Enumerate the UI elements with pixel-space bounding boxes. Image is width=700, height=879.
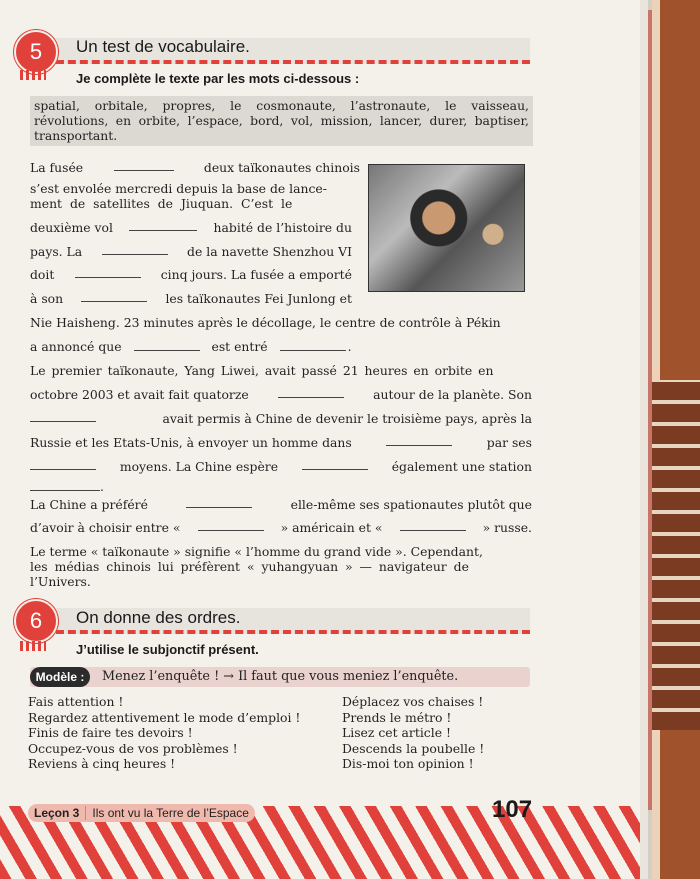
answer-blank[interactable] (114, 160, 174, 171)
text-line-3: ment de satellites de Jiuquan. C’est le (30, 196, 293, 211)
answer-blank[interactable] (134, 340, 200, 351)
text-line-1 (30, 160, 360, 175)
text-segment: doit (30, 267, 55, 282)
text-line-13 (30, 435, 532, 450)
list-item: Descends la poubelle ! (342, 740, 485, 756)
left-command-list (28, 694, 300, 772)
answer-blank[interactable] (129, 220, 197, 231)
text-line-9 (30, 339, 352, 354)
text-segment: La fusée (30, 160, 84, 175)
text-segment: d’avoir à choisir entre « (30, 520, 181, 535)
text-segment: habité de l’histoire du (213, 220, 352, 235)
right-command-list (342, 694, 484, 772)
text-segment: . (100, 479, 104, 494)
text-line-14 (30, 459, 532, 474)
section6-number-badge: 6 (14, 599, 58, 643)
text-segment: » américain et « (280, 520, 383, 535)
list-item: Reviens à cinq heures ! (28, 756, 176, 771)
text-line-11 (30, 387, 532, 402)
text-segment: » russe. (482, 520, 532, 535)
answer-blank[interactable] (386, 435, 452, 446)
section5-drip-decoration (20, 70, 46, 80)
text-line-4 (30, 220, 352, 235)
text-segment: également une station (391, 459, 532, 474)
text-segment: Russie et les Etats-Unis, à envoyer un homme dans (30, 435, 352, 450)
text-segment: deux taïkonautes chinois (203, 160, 360, 175)
text-line-19: les médias chinois lui préfèrent « yuhangyuan » — navigateur de (30, 559, 469, 574)
list-item: Lisez cet article ! (342, 725, 451, 740)
text-line-12 (30, 411, 532, 426)
answer-blank[interactable] (198, 520, 264, 531)
astronaut-photo (368, 164, 525, 292)
text-segment: a annoncé que (30, 339, 122, 354)
text-line-5 (30, 244, 352, 259)
section6-instruction: J’utilise le subjonctif présent. (76, 642, 259, 657)
list-item: Prends le métro ! (342, 709, 452, 725)
text-line-2: s’est envolée mercredi depuis la base de lance- (30, 181, 327, 196)
list-item: Dis-moi ton opinion ! (342, 756, 474, 771)
adjacent-page-edge (640, 0, 700, 879)
text-segment: elle-même ses spationautes plutôt que (290, 497, 532, 512)
answer-blank[interactable] (278, 387, 344, 398)
list-item: Fais attention ! (28, 694, 124, 709)
answer-blank[interactable] (75, 267, 141, 278)
lesson-title: Ils ont vu la Terre de l’Espace (85, 806, 249, 820)
text-segment: octobre 2003 et avait fait quatorze (30, 387, 249, 402)
section6-drip-decoration (20, 641, 46, 651)
text-segment: moyens. La Chine espère (119, 459, 279, 474)
model-text: Menez l’enquête ! → Il faut que vous meniez l’enquête. (102, 669, 459, 684)
list-item: Finis de faire tes devoirs ! (28, 725, 193, 740)
text-segment: autour de la planète. Son (373, 387, 532, 402)
text-segment: cinq jours. La fusée a emporté (160, 267, 352, 282)
text-segment: . (347, 339, 352, 354)
section5-title: Un test de vocabulaire. (76, 37, 250, 56)
section6-title: On donne des ordres. (76, 608, 241, 627)
answer-blank[interactable] (30, 411, 96, 422)
text-line-15 (30, 479, 104, 494)
text-segment: par ses (486, 435, 532, 450)
text-line-18: Le terme « taïkonaute » signifie « l’homme du grand vide ». Cependant, (30, 544, 483, 559)
text-segment: les taïkonautes Fei Junlong et (165, 291, 352, 306)
section5-number-badge: 5 (14, 30, 58, 74)
text-line-17 (30, 520, 532, 535)
answer-blank[interactable] (81, 291, 147, 302)
answer-blank[interactable] (302, 459, 368, 470)
footer-lesson-badge (28, 804, 255, 822)
answer-blank[interactable] (30, 459, 96, 470)
answer-blank[interactable] (30, 480, 100, 491)
word-bank: spatial, orbitale, propres, le cosmonaute, l’astronaute, le vaisseau, révolutions, en orbite, l’espace, bord, vol, mission, lancer, durer, baptiser, transportant. (30, 96, 533, 146)
text-line-8: Nie Haisheng. 23 minutes après le décollage, le centre de contrôle à Pékin (30, 315, 501, 330)
list-item: Occupez-vous de vos problèmes ! (28, 740, 238, 756)
text-line-16 (30, 497, 532, 512)
text-segment: de la navette Shenzhou VI (187, 244, 352, 259)
text-line-7 (30, 291, 352, 306)
text-segment: pays. La (30, 244, 83, 259)
list-item: Déplacez vos chaises ! (342, 694, 484, 709)
text-line-10: Le premier taïkonaute, Yang Liwei, avait passé 21 heures en orbite en (30, 363, 494, 378)
text-line-6 (30, 267, 352, 282)
section5-header (14, 30, 58, 74)
answer-blank[interactable] (400, 520, 466, 531)
text-segment: est entré (211, 339, 268, 354)
lesson-number: Leçon 3 (34, 806, 80, 820)
text-segment: avait permis à Chine de devenir le troisième pays, après la (162, 411, 532, 426)
page-number: 107 (492, 796, 533, 823)
text-segment: à son (30, 291, 64, 306)
text-segment: deuxième vol (30, 220, 113, 235)
text-segment: La Chine a préféré (30, 497, 148, 512)
answer-blank[interactable] (280, 340, 346, 351)
text-line-20: l’Univers. (30, 574, 91, 589)
answer-blank[interactable] (102, 244, 168, 255)
answer-blank[interactable] (186, 497, 252, 508)
building-photo-edge (652, 380, 700, 730)
list-item: Regardez attentivement le mode d’emploi ! (28, 709, 301, 725)
section5-instruction: Je complète le texte par les mots ci-dessous : (76, 71, 360, 86)
model-label: Modèle : (30, 667, 90, 687)
section6-header (14, 599, 58, 643)
